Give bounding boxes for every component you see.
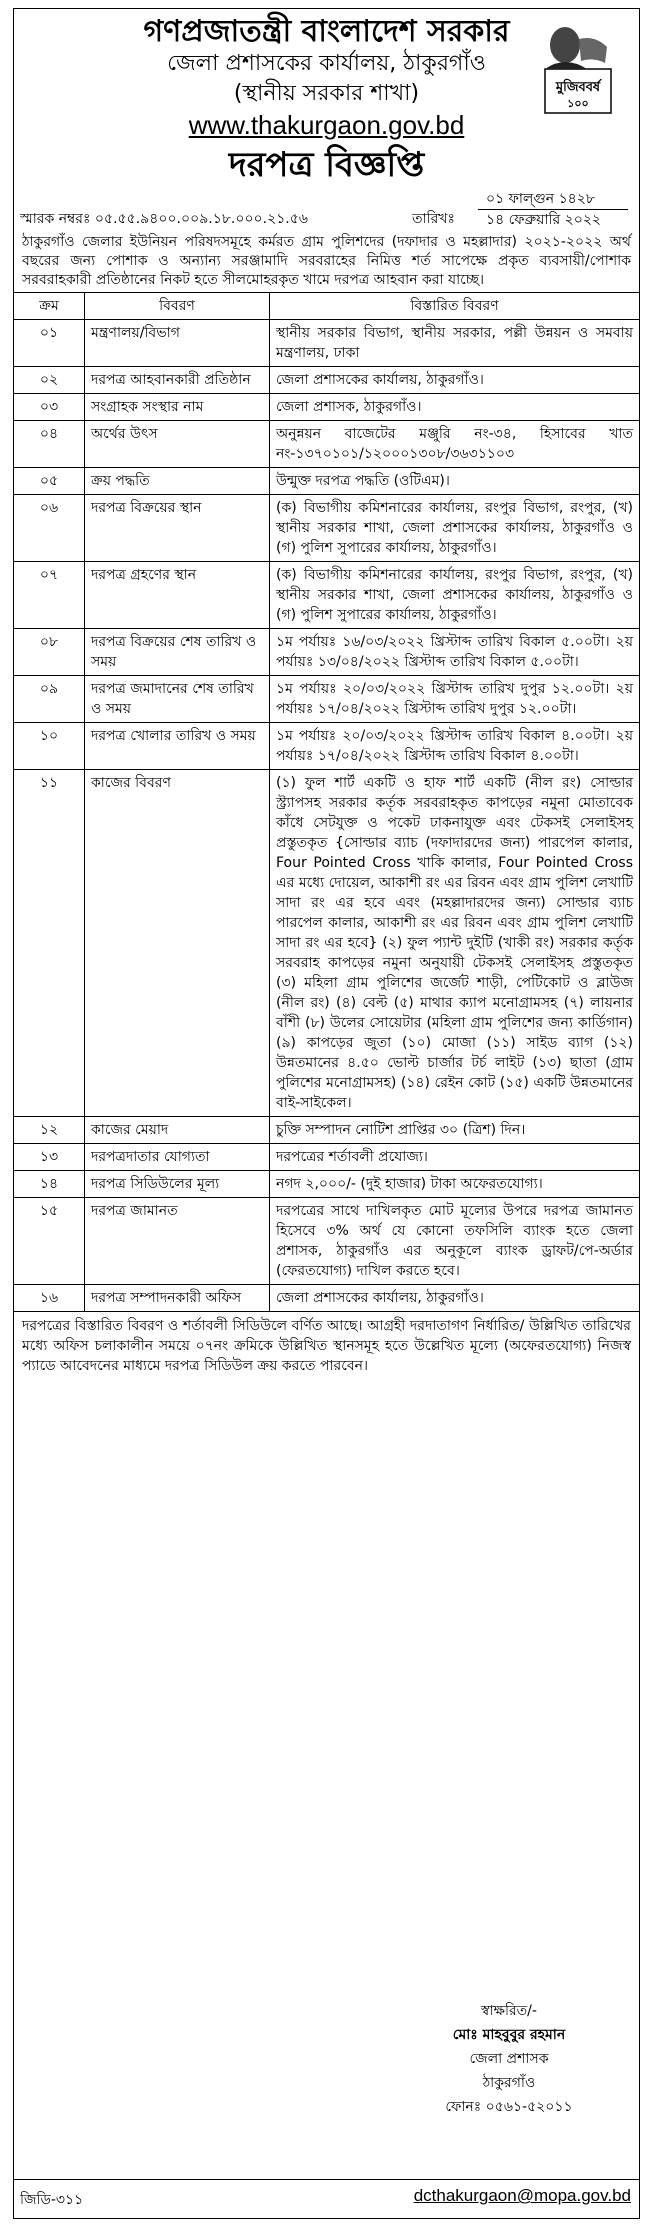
date-bangla: ০১ ফাল্গুন ১৪২৮ <box>478 189 628 210</box>
row-detail: ১ম পর্যায়ঃ ২০/০৩/২০২২ খ্রিস্টাব্দ তারিখ বিকাল ৪.০০টা। ২য় পর্যায়ঃ ১৭/০৪/২০২২ খ্রিস্টাব্দ তারিখ বিকাল ৪.০০টা। <box>270 723 640 770</box>
row-field: সংগ্রাহক সংস্থার নাম <box>85 394 270 421</box>
row-serial: ১১ <box>14 770 85 1117</box>
date-block <box>478 189 628 230</box>
svg-text:১০০: ১০০ <box>567 97 589 110</box>
signatory-designation: জেলা প্রশাসক <box>469 2051 549 2067</box>
table-row <box>14 421 639 468</box>
row-detail: জেলা প্রশাসকের কার্যালয়, ঠাকুরগাঁও। <box>270 367 640 394</box>
table-row <box>14 723 639 770</box>
row-field: দরপত্র জামানত <box>85 1198 270 1285</box>
row-serial: ০১ <box>14 320 85 367</box>
table-row <box>14 1285 639 1312</box>
row-serial: ০২ <box>14 367 85 394</box>
row-serial: ১৩ <box>14 1144 85 1171</box>
signed-mark: স্বাক্ষরিত/- <box>481 2003 537 2019</box>
table-row <box>14 1144 639 1171</box>
row-detail: উন্মুক্ত দরপত্র পদ্ধতি (ওটিএম)। <box>270 468 640 495</box>
row-field: দরপত্র বিক্রয়ের স্থান <box>85 495 270 562</box>
footer-paragraph: দরপত্রের বিস্তারিত বিবরণ ও শর্তাবলী সিডিউলে বর্ণিত আছে। আগ্রহী দরদাতাগণ নির্ধারিত/ উল্লিখিত তারিখের মধ্যে অফিস চলাকালীন সময়ে ০৭নং ক্রমিকে উল্লিখিত স্থানসমূহ হতে উল্লেখিত মূল্যে (অফেরতযোগ্য) নিজস্ব প্যাডে আবেদনের মাধ্যমে দরপত্র সিডিউল ক্রয় করতে পারবেন। <box>22 1318 631 1374</box>
row-serial: ০৪ <box>14 421 85 468</box>
row-field: মন্ত্রণালয়/বিভাগ <box>85 320 270 367</box>
memo-number: স্মারক নম্বরঃ ০৫.৫৫.৯৪০০.০০৯.১৮.০০০.২১.৫৬ <box>20 211 308 227</box>
table-header-row <box>14 293 639 320</box>
portrait-logo-icon <box>535 17 621 117</box>
row-field: দরপত্র আহবানকারী প্রতিষ্ঠান <box>85 367 270 394</box>
row-serial: ১০ <box>14 723 85 770</box>
table-row <box>14 367 639 394</box>
date-english: ১৪ ফেব্রুয়ারি ২০২২ <box>486 212 602 228</box>
row-detail: দরপত্রের সাথে দাখিলকৃত মোট মূল্যের উপরে দরপত্র জামানত হিসেবে ৩% অর্থ যে কোনো তফসিলি ব্যাংক হতে জেলা প্রশাসক, ঠাকুরগাঁও এর অনুকূলে ব্যাংক ড্রাফট/পে-অর্ডার (ফেরতযোগ্য) দাখিল করতে হবে। <box>270 1198 640 1285</box>
row-detail: (ক) বিভাগীয় কমিশনারের কার্যালয়, রংপুর বিভাগ, রংপুর, (খ) স্থানীয় সরকার শাখা, জেলা প্রশাসকের কার্যালয়, ঠাকুরগাঁও ও (গ) পুলিশ সুপারের কার্যালয়, ঠাকুরগাঁও। <box>270 495 640 562</box>
row-serial: ০৬ <box>14 495 85 562</box>
row-detail: দরপত্রের শর্তাবলী প্রযোজ্য। <box>270 1144 640 1171</box>
table-row <box>14 562 639 629</box>
row-field: কাজের বিবরণ <box>85 770 270 1117</box>
signatory-place: ঠাকুরগাঁও <box>482 2075 536 2091</box>
bottom-bar <box>14 2179 639 2214</box>
row-field: দরপত্র বিক্রয়ের শেষ তারিখ ও সময় <box>85 629 270 676</box>
table-row <box>14 1117 639 1144</box>
column-header-serial: ক্রম <box>14 293 85 320</box>
row-serial: ০৫ <box>14 468 85 495</box>
row-detail: জেলা প্রশাসকের কার্যালয়, ঠাকুরগাঁও। <box>270 1285 640 1312</box>
signatory-name: মোঃ মাহবুবুর রহমান <box>452 2027 566 2043</box>
row-detail: (১) ফুল শার্ট একটি ও হাফ শার্ট একটি (নীল রং) সোল্ডার স্ট্র্যাপসহ সরকার কর্তৃক সরবরাহকৃত কাপড়ের নমুনা মোতাবেক কাঁধে সেটযুক্ত ও পকেট ঢাকনাযুক্ত এবং টেকসই সেলাইসহ প্রস্তুতকৃত {সোল্ডার ব্যাচ (দফাদারদের জন্য) পারপেল কালার, Four Pointed Cross খাকি কালার, Four Pointed Cross এর মধ্যে দোয়েল, আকাশী রং এর রিবন এবং গ্রাম পুলিশ লেখাটি সাদা রং এর হবে এবং (মহল্লাদারদের জন্য) সোল্ডার ব্যাচ পারপেল কালার, আকাশী রং এর রিবন এবং গ্রাম পুলিশ লেখাটি সাদা রং এর হবে} (২) ফুল প্যান্ট দুইটি (খাকী রং) সরকার কর্তৃক সরবরাহ কাপড়ের নমুনা অনুযায়ী টেকসই সেলাইসহ প্রস্তুতকৃত (৩) মহিলা গ্রাম পুলিশের জর্জেট শাড়ী, পেটিকোট ও ব্লাউজ (নীল রং) (৪) বেল্ট (৫) মাথার ক্যাপ মনোগ্রামসহ (৭) লায়নার বাঁশী (৮) উলের সোয়েটার (মহিলা গ্রাম পুলিশের জন্য কার্ডিগান) (৯) কাপড়ের জুতা (১০) মোজা (১১) সাইড ব্যাগ (১২) উন্নতমানের ৪.৫০ ভোল্ট চার্জার টর্চ লাইট (১৩) ছাতা (গ্রাম পুলিশের মনোগ্রামসহ) (১৪) রেইন কোট (১৫) একটি উন্নতমানের বাই-সাইকেল। <box>270 770 640 1117</box>
row-detail: অনুন্নয়ন বাজেটের মঞ্জুরি নং-৩৪, হিসাবের খাত নং-১৩৭০১০১/১২০০০১৩০৮/৩৬৩১১০৩ <box>270 421 640 468</box>
row-field: দরপত্রদাতার যোগ্যতা <box>85 1144 270 1171</box>
row-serial: ১৫ <box>14 1198 85 1285</box>
gd-code: জিডি-৩১১ <box>20 2192 84 2208</box>
intro-paragraph: ঠাকুরগাঁও জেলার ইউনিয়ন পরিষদসমূহে কর্মরত গ্রাম পুলিশদের (দফাদার ও মহল্লাদার) ২০২১-২০২২ অর্থ বছরের জন্য পোশাক ও অন্যান্য সরঞ্জামাদি সরবরাহের নিমিত্ত শর্ত সাপেক্ষে প্রকৃত ব্যবসায়ী/পোশাক সরবরাহকারী প্রতিষ্ঠানের নিকট হতে সীলমোহরকৃত খামে দরপত্র আহবান করা যাচ্ছে। <box>22 234 631 288</box>
row-detail: (ক) বিভাগীয় কমিশনারের কার্যালয়, রংপুর বিভাগ, রংপুর, (খ) স্থানীয় সরকার শাখা, জেলা প্রশাসকের কার্যালয়, ঠাকুরগাঁও ও (গ) পুলিশ সুপারের কার্যালয়, ঠাকুরগাঁও। <box>270 562 640 629</box>
row-field: অর্থের উৎস <box>85 421 270 468</box>
mujib-borsho-logo <box>535 17 621 117</box>
table-row <box>14 629 639 676</box>
table-row <box>14 676 639 723</box>
office-name: জেলা প্রশাসকের কার্যালয়, ঠাকুরগাঁও <box>167 51 486 76</box>
row-field: ক্রয় পদ্ধতি <box>85 468 270 495</box>
row-serial: ১২ <box>14 1117 85 1144</box>
government-title: গণপ্রজাতন্ত্রী বাংলাদেশ সরকার <box>143 14 510 49</box>
tender-notice-document <box>13 8 640 2219</box>
table-row <box>14 1171 639 1198</box>
row-detail: জেলা প্রশাসক, ঠাকুরগাঁও। <box>270 394 640 421</box>
row-serial: ১৪ <box>14 1171 85 1198</box>
row-serial: ১৬ <box>14 1285 85 1312</box>
row-detail: ১ম পর্যায়ঃ ২০/০৩/২০২২ খ্রিস্টাব্দ তারিখ দুপুর ১২.০০টা। ২য় পর্যায়ঃ ১৭/০৪/২০২২ খ্রিস্টাব্দ তারিখ দুপুর ১২.০০টা। <box>270 676 640 723</box>
row-serial: ০৮ <box>14 629 85 676</box>
row-field: দরপত্র সিডিউলের মূল্য <box>85 1171 270 1198</box>
signature-block <box>394 1999 624 2119</box>
tender-details-table <box>14 292 639 1312</box>
row-detail: ১ম পর্যায়ঃ ১৬/০৩/২০২২ খ্রিস্টাব্দ তারিখ বিকাল ৫.০০টা। ২য় পর্যায়ঃ ১৩/০৪/২০২২ খ্রিস্টাব্দ তারিখ বিকাল ৫.০০টা। <box>270 629 640 676</box>
table-row <box>14 495 639 562</box>
row-detail: স্থানীয় সরকার বিভাগ, স্থানীয় সরকার, পল্লী উন্নয়ন ও সমবায় মন্ত্রণালয়, ঢাকা <box>270 320 640 367</box>
row-detail: নগদ ২,০০০/- (দুই হাজার) টাকা অফেরতযোগ্য। <box>270 1171 640 1198</box>
notice-header <box>14 9 639 187</box>
row-field: দরপত্র গ্রহণের স্থান <box>85 562 270 629</box>
row-serial: ০৩ <box>14 394 85 421</box>
branch-name: (স্থানীয় সরকার শাখা) <box>233 81 420 106</box>
memo-row <box>14 187 639 231</box>
email-link[interactable]: dcthakurgaon@mopa.gov.bd <box>413 2186 631 2205</box>
table-row <box>14 320 639 367</box>
column-header-field: বিবরণ <box>85 293 270 320</box>
row-field: দরপত্র সম্পাদনকারী অফিস <box>85 1285 270 1312</box>
column-header-detail: বিস্তারিত বিবরণ <box>270 293 640 320</box>
row-serial: ০৭ <box>14 562 85 629</box>
row-field: কাজের মেয়াদ <box>85 1117 270 1144</box>
notice-title: দরপত্র বিজ্ঞপ্তি <box>228 145 425 185</box>
table-row <box>14 468 639 495</box>
row-field: দরপত্র খোলার তারিখ ও সময় <box>85 723 270 770</box>
signatory-phone: ফোনঃ ০৫৬১-৫২০১১ <box>445 2099 573 2115</box>
row-serial: ০৯ <box>14 676 85 723</box>
row-detail: চুক্তি সম্পাদন নোটিশ প্রাপ্তির ৩০ (ত্রিশ) দিন। <box>270 1117 640 1144</box>
table-row <box>14 394 639 421</box>
website-link[interactable]: www.thakurgaon.gov.bd <box>188 110 465 140</box>
table-row <box>14 770 639 1117</box>
row-field: দরপত্র জমাদানের শেষ তারিখ ও সময় <box>85 676 270 723</box>
date-label: তারিখঃ <box>412 211 455 227</box>
svg-text:মুজিববর্ষ: মুজিববর্ষ <box>555 80 601 95</box>
table-row <box>14 1198 639 1285</box>
